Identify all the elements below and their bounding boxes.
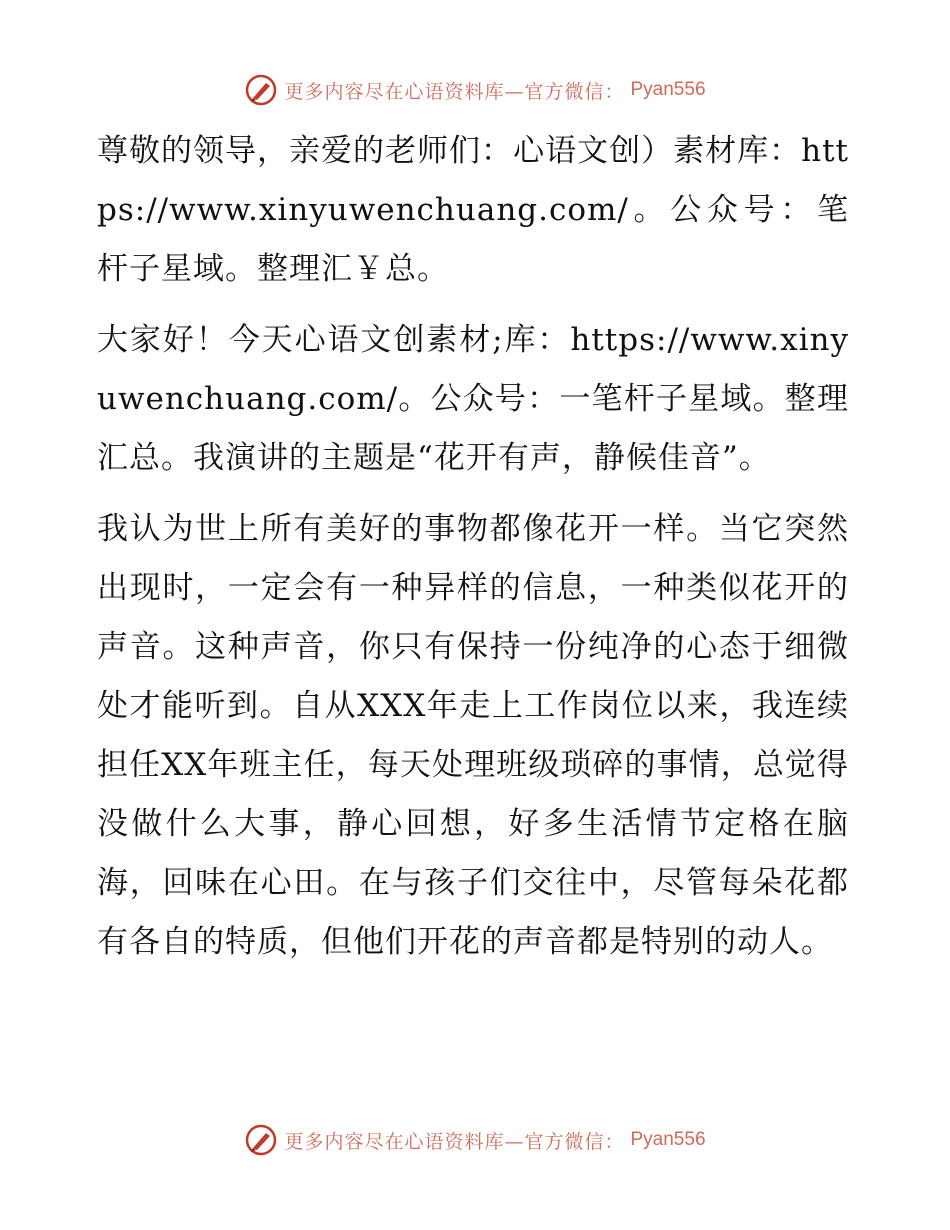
footer-watermark-banner — [0, 1120, 950, 1160]
header-banner-handle: Pyan556 — [630, 79, 706, 100]
header-watermark-banner — [0, 70, 950, 110]
document-body — [97, 122, 849, 984]
paragraph-main: 我认为世上所有美好的事物都像花开一样。当它突然出现时，一定会有一种异样的信息，一种类似花开的声音。这种声音，你只有保持一份纯净的心态于细微处才能听到。自从XXX年走上工作岗位以来，我连续担任XX年班主任，每天处理班级琐碎的事情，总觉得没做什么大事，静心回想，好多生活情节定格在脑海，回味在心田。在与孩子们交往中，尽管每朵花都有各自的特质，但他们开花的声音都是特别的动人。 — [97, 511, 849, 960]
pen-logo-icon — [244, 1123, 278, 1157]
footer-banner-handle: Pyan556 — [630, 1129, 706, 1150]
paragraph-intro: 大家好！今天心语文创素材;库：https://www.xinyuwenchuang.com/。公众号：一笔杆子星域。整理汇总。我演讲的主题是“花开有声，静候佳音”。 — [97, 322, 849, 476]
paragraph-greeting: 尊敬的领导，亲爱的老师们：心语文创）素材库：https://www.xinyuwenchuang.com/。公众号：笔杆子星域。整理汇￥总。 — [97, 133, 849, 287]
header-banner-text: 更多内容尽在心语资料库—官方微信： — [284, 80, 625, 103]
footer-banner-text: 更多内容尽在心语资料库—官方微信： — [284, 1130, 625, 1153]
pen-logo-icon — [244, 73, 278, 107]
